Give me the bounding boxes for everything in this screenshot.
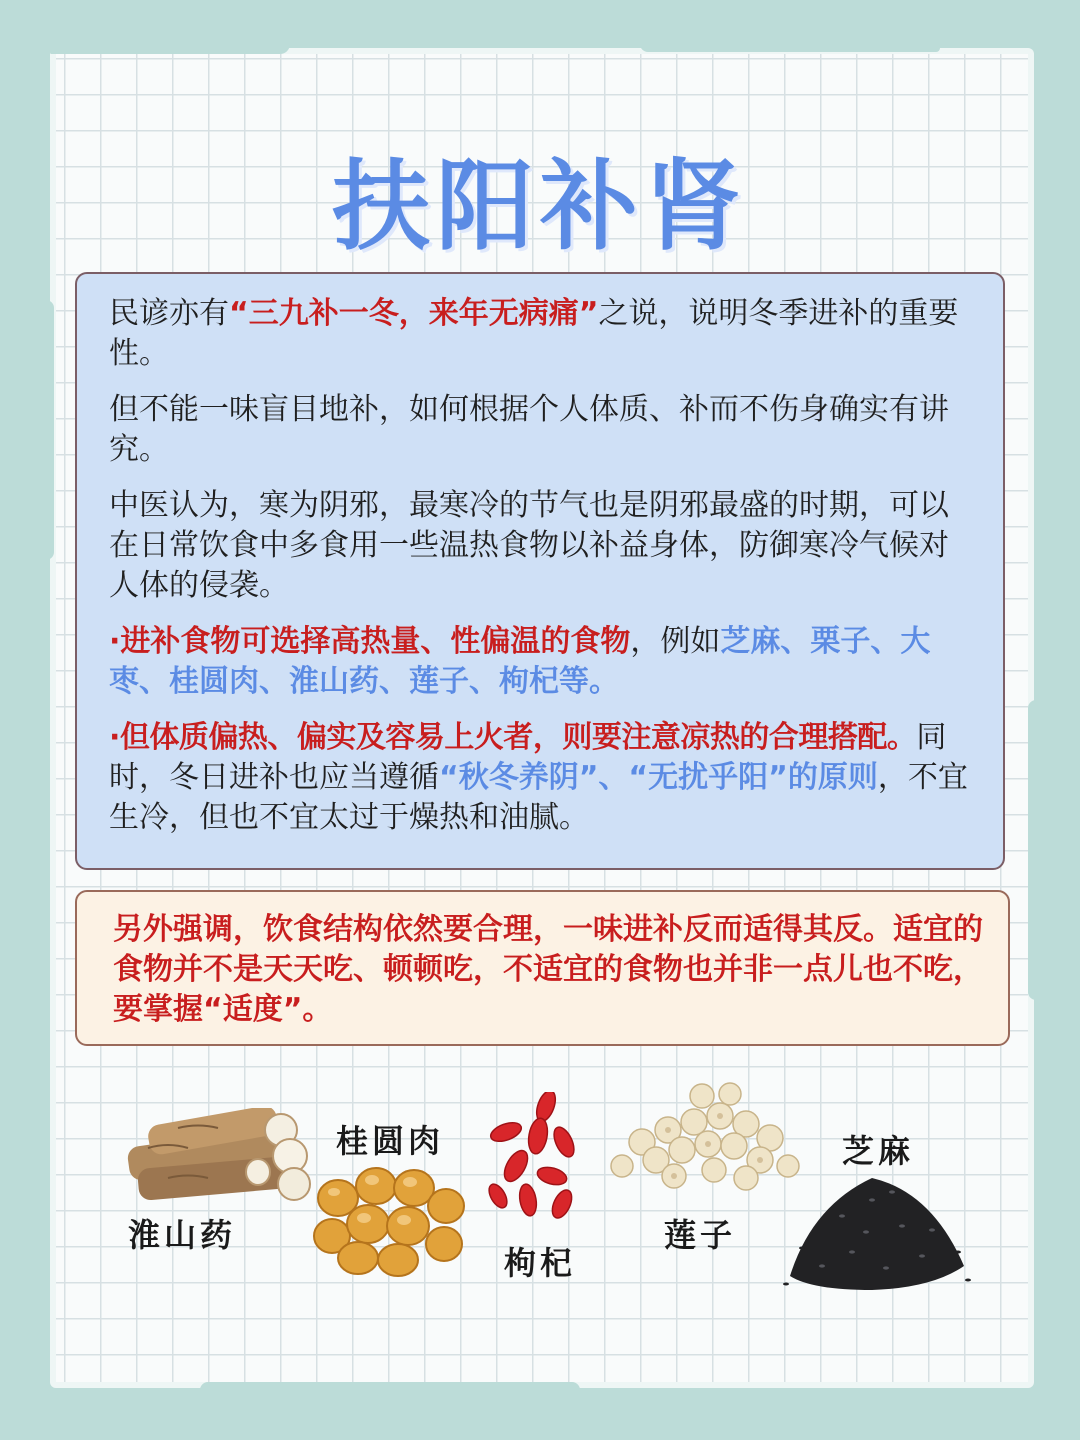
sesame-label: 芝麻: [842, 1132, 915, 1170]
food-list: 芝麻、栗子、大枣、桂圆肉、淮山药、莲子、枸杞等。: [109, 624, 931, 699]
text: 之说，说明冬季进补的重要性。: [109, 296, 959, 371]
intro-paragraph-1: [109, 294, 977, 374]
lotus-seed-label: 莲子: [664, 1216, 737, 1254]
longan-image: [310, 1158, 470, 1278]
proverb-quote: “三九补一冬，来年无病痛”: [229, 296, 599, 331]
goji-image: [476, 1092, 586, 1232]
principle-highlight: “秋冬养阴”、“无扰乎阳”的原则: [439, 760, 878, 795]
sesame-image: [782, 1156, 972, 1296]
lotus-seed-image: [602, 1082, 802, 1202]
intro-paragraph-3: 中医认为，寒为阴邪，最寒冷的节气也是阴邪最盛的时期，可以在日常饮食中多食用一些温热食物以补益身体，防御寒冷气候对人体的侵袭。: [109, 488, 949, 603]
frame-edge: [200, 1382, 580, 1390]
frame-edge: [640, 44, 940, 52]
page-title: 扶阳补肾: [331, 150, 748, 264]
longan-label: 桂圆肉: [336, 1122, 445, 1160]
yam-image: [118, 1108, 318, 1208]
intro-paragraph-4: [109, 622, 977, 702]
frame-edge: [1028, 700, 1036, 1000]
frame-edge: [46, 300, 54, 560]
text: ，例如: [630, 624, 721, 659]
note-panel: 另外强调，饮食结构依然要合理，一味进补反而适得其反。适宜的食物并不是天天吃、顿顿吃，不适宜的食物也并非一点儿也不吃，要掌握“适度”。: [75, 890, 1010, 1046]
highlight-red: ·进补食物可选择高热量、性偏温的食物: [109, 624, 631, 659]
intro-paragraph-2: 但不能一味盲目地补，如何根据个人体质、补而不伤身确实有讲究。: [109, 392, 949, 467]
goji-label: 枸杞: [504, 1244, 577, 1282]
text: 同时，冬日进补也应当遵循: [109, 720, 947, 795]
intro-paragraph-5: [109, 718, 977, 838]
text: ，不宜生冷，但也不宜太过于燥热和油腻。: [109, 760, 968, 835]
text: 民谚亦有: [109, 296, 229, 331]
frame-edge: [50, 44, 290, 54]
yam-label: 淮山药: [128, 1216, 237, 1254]
intro-panel: [75, 272, 1005, 870]
highlight-red: ·但体质偏热、偏实及容易上火者，则要注意凉热的合理搭配。: [109, 720, 917, 755]
